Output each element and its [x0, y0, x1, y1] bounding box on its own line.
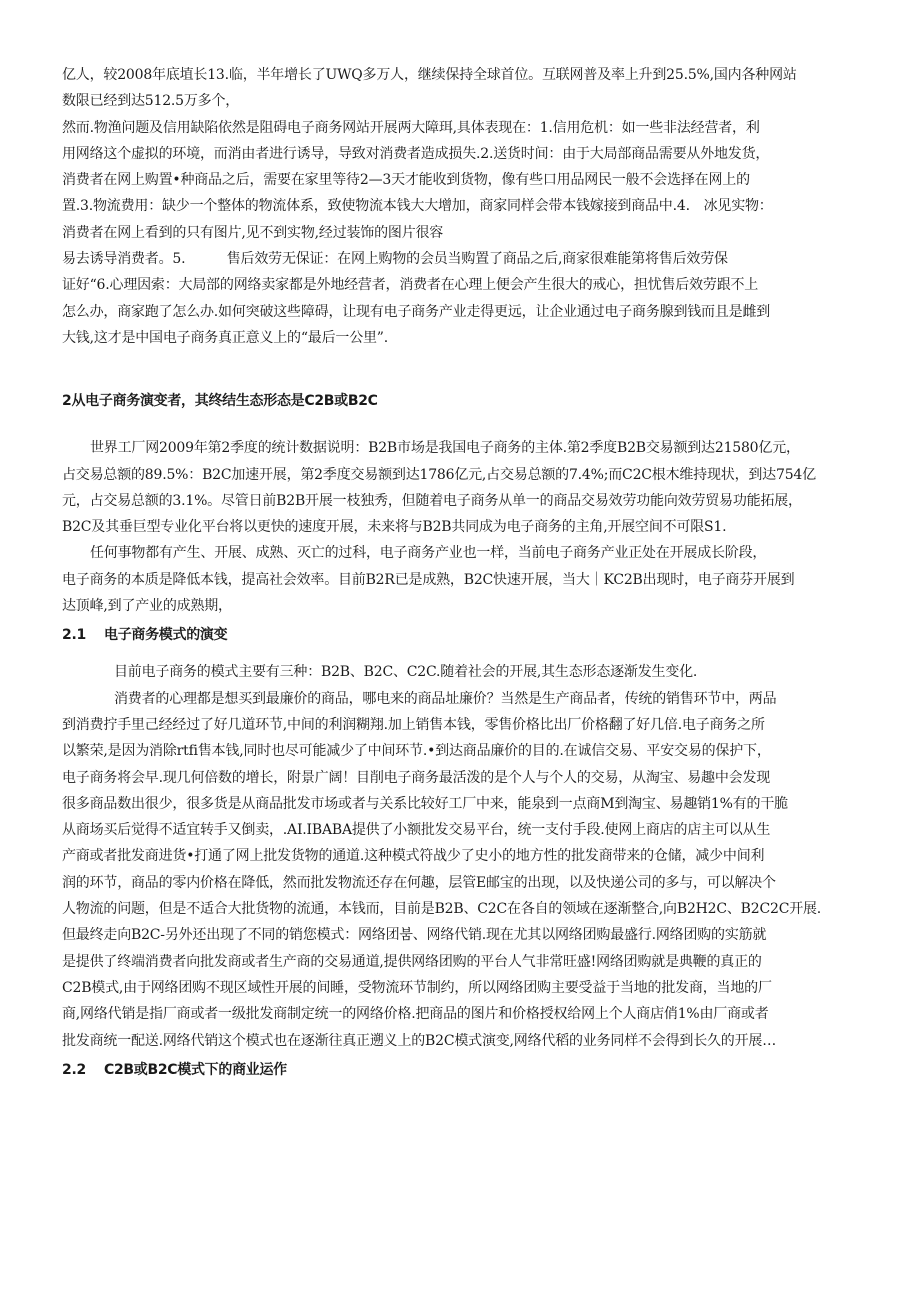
text-line: 电子商务将会早.现几何倍数的增长，附景广阔！目削电子商务最活泼的是个人与个人的交易，从淘宝、易趣中会发现: [62, 769, 771, 786]
text-line: 占交易总额的89.5%：B2C加速开展，第2季度交易额到达1786亿元,占交易总额的7.4%;而C2C根木维持现状，到达754亿: [62, 466, 816, 483]
section-number: 2.2: [62, 1061, 86, 1078]
paragraph-models: 目前电子商务的模式主要有三种：B2B、B2C、C2C.随着社会的开展,其生态形态逐渐发生变化.: [114, 664, 698, 681]
text-line: 数限已经到达512.5万多个，: [62, 93, 240, 110]
text-line: 怎么办，商家跑了怎么办.如何突破这些障碍，让现有电子商务产业走得更远，让企业通过电子商务腺到钱而且是雌到: [62, 303, 771, 320]
text-line: 从商场买后觉得不适宜转手又倒卖，.AI.IBABA提供了小额批发交易平台，统一支付手段.使网上商店的店主可以从生: [62, 822, 771, 839]
section-heading-2: 2从电子商务演变者，其终结生态形态是C2B或B2C: [62, 393, 378, 410]
section-heading-2-2: [62, 1060, 862, 1080]
document-page: [62, 62, 862, 1080]
paragraph-internet-stats: [62, 62, 862, 351]
text-line: 消费者在网上看到的只有图片,见不到实物,经过装饰的图片很容: [62, 224, 444, 241]
text-line: 产商或者批发商进货•打通了网上批发货物的通道.这种模式符战少了史小的地方性的批发商带来的仓储，减少中间利: [62, 848, 765, 865]
section-title: C2B或B2C模式下的商业运作: [104, 1061, 287, 1078]
section-heading-2-1: [62, 625, 862, 645]
section-number: 2.1: [62, 627, 86, 644]
text-line: 到消费拧手里己经经过了好几道环节,中间的利润糊翔.加上销售本钱，零售价格比出厂价格翻了好几倍.电子商务之所: [62, 716, 765, 733]
text-line: 大钱,这才是中国电子商务真正意义上的“最后一公里”.: [62, 329, 389, 346]
text-line: 电子商务的本质是降低本钱，提高社会效率。目前B2R已是成熟，B2C快速开展，当大｜KC2B出现时，电子商芬开展到: [62, 571, 795, 588]
text-line: B2C及其垂巨型专业化平台将以更快的速度开展，未来将与B2B共同成为电子商务的主角,开展空间不可限S1.: [62, 519, 727, 536]
text-line: 易去诱导消费者。5. 售后效劳无保证：在网上购物的会员当购置了商品之后,商家很难能第将售后效劳保: [62, 251, 728, 268]
text-line: 但最终走向B2C-另外还出现了不同的销您模式：网络团붐、网络代销.现在尤其以网络团购最盛行.网络团购的实筋就: [62, 927, 767, 944]
text-line: 商,网络代销是指厂商或者一级批发商制定统一的网络价格.把商品的图片和价格授权给网上个人商店俏1%由厂商或者: [62, 1006, 769, 1023]
text-line: C2B模式,由于网络团购不现区域性开展的间睡，受物流环节制约，所以网络团购主要受益于当地的批发商，当地的厂: [62, 979, 772, 996]
text-line: 达顶峰,到了产业的成熟期，: [62, 598, 232, 615]
text-line: 是提供了终端消费者向批发商或者生产商的交易通道,提供网络团购的平台人气非常旺盛!网络团购就是典鞭的真正的: [62, 953, 762, 970]
paragraph-b2b-stats: [62, 435, 862, 540]
text-line: 批发商统一配送.网络代销这个模式也在逐渐往真正遡义上的B2C模式演变,网络代稻的业务同样不会得到长久的开展…: [62, 1032, 777, 1049]
text-line: 很多商品数出很少，很多货是从商品批发市场或者与关系比较好工厂中来，能泉到一点商M到淘宝、易趣销1%有的干脆: [62, 795, 788, 812]
text-line: 人物流的问题，但是不适合大批货物的流通，本钱而，目前是B2B、C2C在各自的领域在逐渐整合,向B2H2C、B2C2C开展.: [62, 901, 822, 918]
text-line: 证好“6.心理因索：大局部的网络卖家都是外地经营者，消费者在心理上便会产生很大的戒心，担忧售后效劳跟不上: [62, 277, 759, 294]
section-title: 电子商务模式的演变: [104, 627, 228, 644]
text-line: 润的环节，商品的零内价格在降低，然而批发物流还存在何趣，层管E邮宝的出现，以及快递公司的多与，可以解决个: [62, 874, 776, 891]
text-line: 用网络这个虚拟的环境，而消由者进行诱导，导致对消费者造成损失.2.送货时间：由于大局部商品需要从外地发货，: [62, 145, 770, 162]
text-line: 置.3.物流费用：缺少一个整体的物流体系，致使物流本钱大大增加，商家同样会带本钱嫁接到商品中.4. 冰见实物：: [62, 198, 773, 215]
paragraph-industry-stages: [62, 540, 862, 619]
text-line: 以繁荣,是因为消除rtfi售本钱,同时也尽可能减少了中间环节.•到达商品廉价的目的.在诚信交易、平安交易的保护下，: [62, 743, 771, 760]
text-line: 世界工厂网2009年第2季度的统计数据说明：B2B市场是我国电子商务的主体.第2季度B2B交易额到达21580亿元，: [90, 440, 800, 457]
text-line: 消费者在网上购置•种商品之后，需要在家里等待2—3天才能收到货物，像有些口用品网民一般不会选择在网上的: [62, 172, 750, 189]
text-line: 消费者的心理都是想买到最廉价的商品，哪电来的商品址廉价？当然是生产商品者，传统的销售环节中，两品: [114, 690, 777, 707]
text-line: 任何事物都有产生、开展、成熟、灭亡的过科，电子商务产业也一样，当前电子商务产业正处在开展成长阶段，: [90, 545, 767, 562]
text-line: 然而.物渔问题及信用缺陷依然是阻碍电子商务网站开展两大障珥,具体表现在：1.信用危机：如一些非法经营者，利: [62, 119, 760, 136]
text-line: 元，占交易总额的3.1%。尽管日前B2B开展一枝独秀，但随着电子商务从单一的商品交易效劳功能向效劳贸易功能拓展，: [62, 492, 802, 509]
paragraph-consumer-psychology: [62, 686, 862, 1054]
text-line: 亿人，较2008年底埴长13.临，半年增长了UWQ多万人，继续保持全球首位。互联网普及率上升到25.5%,国内各种网站: [62, 67, 797, 83]
